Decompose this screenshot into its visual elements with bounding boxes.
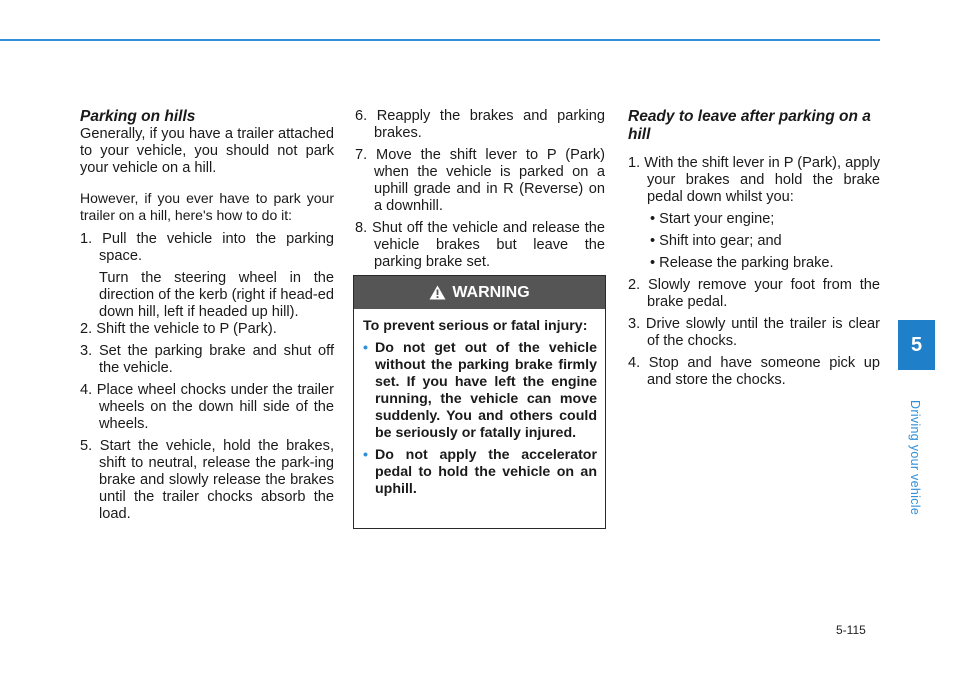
step-list	[80, 231, 334, 523]
warning-item: • Do not apply the accelerator pedal to hold the vehicle on an uphill.	[363, 447, 597, 497]
bullet-icon: •	[363, 447, 368, 463]
list-item: 3. Drive slowly until the trailer is clear of the chocks.	[628, 316, 880, 349]
paragraph: However, if you ever have to park your trailer on a hill, here's how to do it:	[80, 190, 334, 223]
column-ready-to-leave	[628, 108, 880, 394]
chapter-title: Driving your vehicle	[908, 400, 922, 516]
list-item: 1. Pull the vehicle into the parking space.	[80, 231, 334, 264]
list-item: 1. With the shift lever in P (Park), apply your brakes and hold the brake pedal down whilst you:	[628, 155, 880, 205]
warning-item: • Do not get out of the vehicle without the parking brake firmly set. If you have left the engine running, the vehicle can move suddenly. You and others could be seriously or fatally injured.	[363, 340, 597, 441]
list-item-subtext: Turn the steering wheel in the direction of the kerb (right if head-ed down hill, left if headed up hill).	[99, 270, 334, 320]
warning-list	[363, 340, 597, 498]
column-parking-on-hills	[80, 108, 334, 528]
chapter-tab	[898, 320, 935, 370]
section-heading: Ready to leave after parking on a hill	[628, 108, 871, 143]
list-item: 2. Slowly remove your foot from the brake pedal.	[628, 277, 880, 310]
bullet-item: • Start your engine;	[650, 211, 775, 227]
paragraph: Generally, if you have a trailer attached to your vehicle, you should not park your vehicle on a hill.	[80, 126, 334, 176]
bullet-item: • Shift into gear; and	[650, 233, 782, 249]
step-list	[628, 277, 880, 389]
section-heading: Parking on hills	[80, 108, 196, 125]
bullet-item: • Release the parking brake.	[650, 255, 834, 271]
list-item: 4. Stop and have someone pick up and store the chocks.	[628, 355, 880, 388]
list-item: 7. Move the shift lever to P (Park) when the vehicle is parked on a uphill grade and in R (Reverse) on a downhill.	[355, 147, 605, 214]
list-item: 2. Shift the vehicle to P (Park).	[80, 321, 277, 337]
warning-triangle-icon	[429, 285, 446, 300]
step-list	[628, 155, 880, 206]
warning-body	[354, 309, 605, 498]
bullet-list	[628, 211, 880, 272]
step-list	[355, 108, 605, 271]
warning-title: WARNING	[452, 283, 530, 301]
list-item: 6. Reapply the brakes and parking brakes.	[355, 108, 605, 141]
list-item: 5. Start the vehicle, hold the brakes, shift to neutral, release the park-ing brake and slowly release the brakes until the trailer chocks absorb the load.	[80, 438, 334, 522]
chapter-number: 5	[910, 333, 923, 356]
list-item: 4. Place wheel chocks under the trailer wheels on the down hill side of the wheels.	[80, 382, 334, 432]
warning-box	[353, 275, 606, 529]
column-continued-steps	[355, 108, 605, 276]
bullet-icon: •	[363, 340, 368, 356]
list-item: 8. Shut off the vehicle and release the vehicle brakes but leave the parking brake set.	[355, 220, 605, 270]
warning-header	[354, 276, 605, 309]
top-rule	[0, 39, 880, 41]
list-item: 3. Set the parking brake and shut off the vehicle.	[80, 343, 334, 376]
warning-intro: To prevent serious or fatal injury:	[363, 318, 588, 334]
page-number: 5-115	[836, 623, 866, 637]
